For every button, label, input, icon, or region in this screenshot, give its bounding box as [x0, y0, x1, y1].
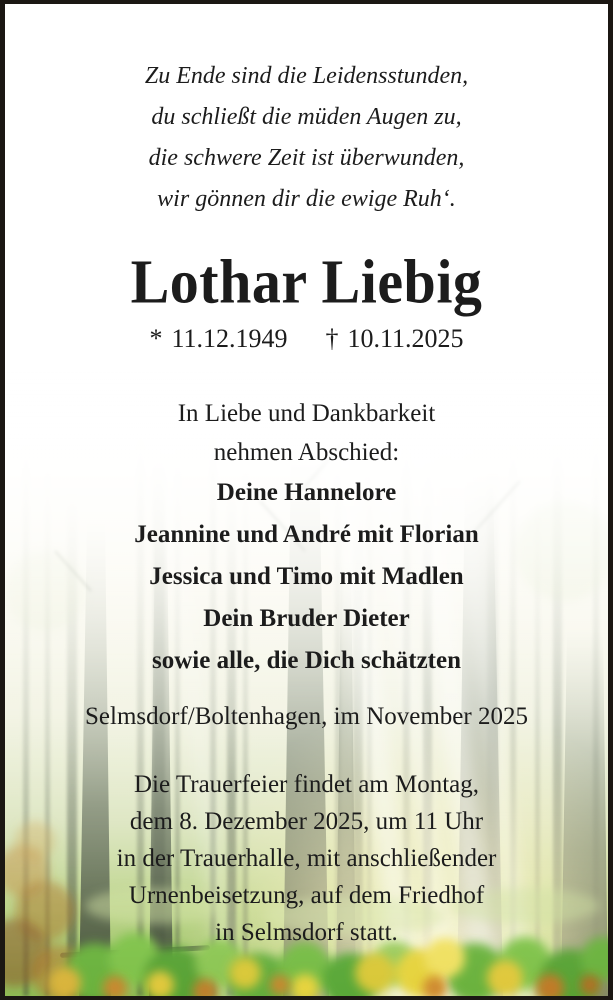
mourner-line: Jessica und Timo mit Madlen: [149, 563, 464, 590]
farewell-intro-line: In Liebe und Dankbarkeit: [177, 400, 436, 427]
birth-star-icon: *: [149, 324, 163, 353]
place-date-line: Selmsdorf/Boltenhagen, im November 2025: [85, 703, 528, 730]
birth-date-value: 11.12.1949: [171, 324, 288, 353]
funeral-line: in der Trauerhalle, mit anschließender: [116, 845, 497, 872]
death-date: [326, 324, 464, 354]
life-dates: [5, 324, 608, 354]
funeral-line: dem 8. Dezember 2025, um 11 Uhr: [129, 808, 484, 835]
poem-line: Zu Ende sind die Leidensstunden,: [144, 63, 469, 89]
poem-line: die schwere Zeit ist überwunden,: [148, 145, 465, 171]
notice-content: [5, 4, 608, 996]
farewell-intro-line: nehmen Abschied:: [213, 439, 400, 466]
funeral-line: Urnenbeisetzung, auf dem Friedhof: [128, 882, 485, 909]
mourner-line: sowie alle, die Dich schätzten: [152, 647, 461, 674]
death-date-value: 10.11.2025: [347, 324, 464, 353]
death-cross-icon: †: [325, 324, 339, 353]
mourner-line: Dein Bruder Dieter: [203, 605, 410, 632]
poem-line: du schließt die müden Augen zu,: [151, 104, 462, 130]
funeral-line: Die Trauerfeier findet am Montag,: [133, 771, 480, 798]
mourner-line: Jeannine und André mit Florian: [134, 521, 479, 548]
poem: [5, 56, 608, 220]
farewell-intro: [5, 394, 608, 472]
deceased-name: Lothar Liebig: [130, 246, 483, 317]
mourner-line: Deine Hannelore: [216, 479, 397, 506]
funeral-details: [5, 766, 608, 951]
mourners-list: [5, 472, 608, 682]
funeral-line: in Selmsdorf statt.: [215, 919, 398, 946]
birth-date: [149, 324, 287, 354]
poem-line: wir gönnen dir die ewige Ruh‘.: [157, 186, 456, 212]
